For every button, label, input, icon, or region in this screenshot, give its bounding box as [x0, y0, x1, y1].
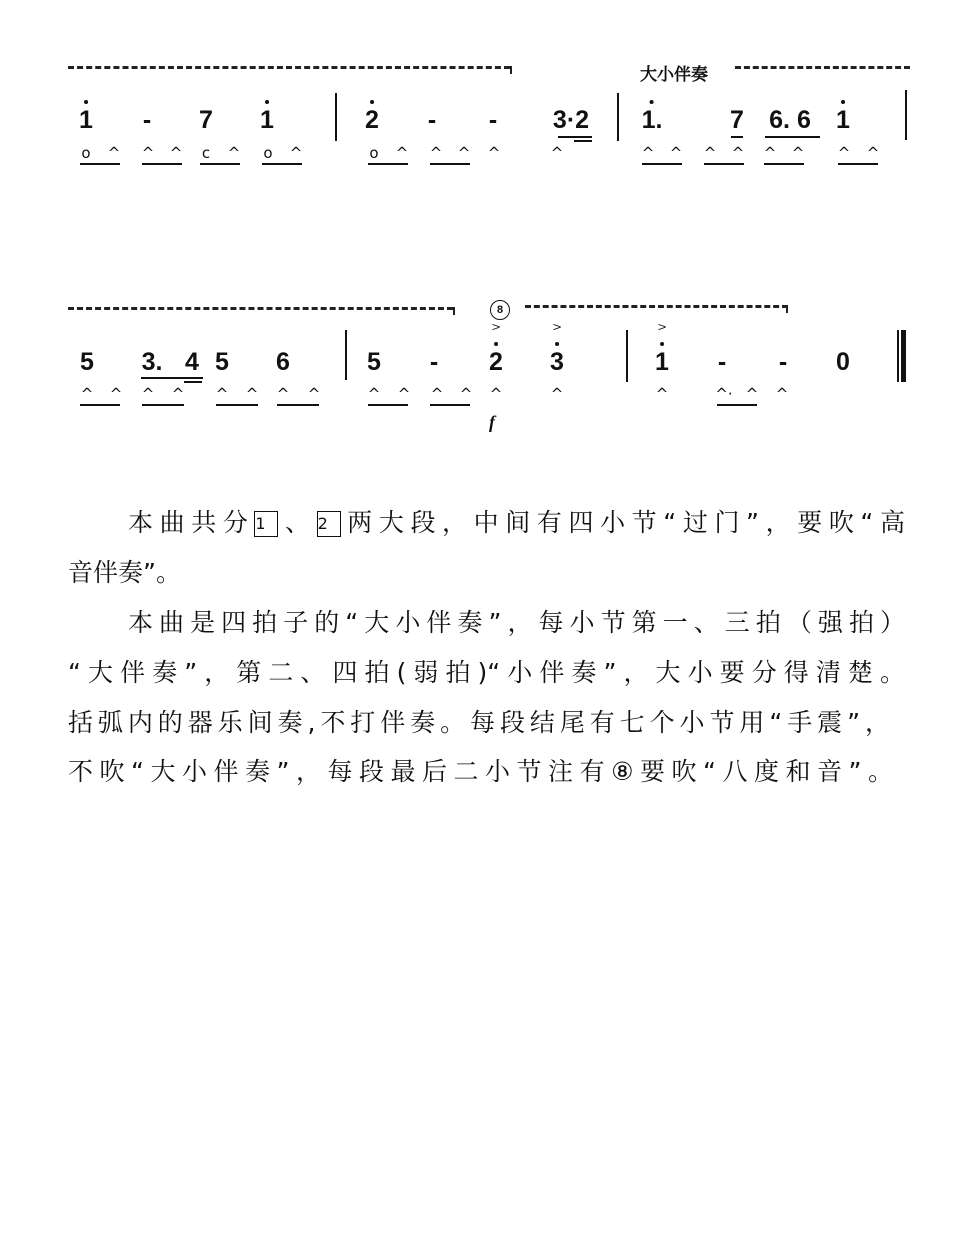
note: 2 — [365, 106, 379, 134]
note: 1 — [836, 106, 850, 134]
accomp-mark: ^ — [703, 144, 717, 162]
note: 4 — [185, 348, 199, 376]
note: 2 > — [489, 350, 503, 375]
note: 6. 6 — [769, 106, 811, 134]
accompaniment-dashed-line — [735, 66, 910, 69]
text-run: 、 — [278, 508, 317, 537]
barline — [617, 93, 619, 141]
accomp-mark: ^ — [655, 385, 669, 403]
barline — [626, 330, 628, 382]
beat-underline — [717, 404, 757, 406]
accomp-mark: ^ — [791, 144, 805, 162]
paragraph-line: 音伴奏”。 — [68, 558, 181, 587]
note: 1 > — [655, 350, 669, 375]
accompaniment-dashed-line — [68, 66, 510, 69]
beat-underline — [368, 163, 408, 165]
beat-underline — [262, 163, 302, 165]
accomp-mark: ^ — [837, 144, 851, 162]
accomp-mark: ^ — [80, 385, 94, 403]
underline — [558, 136, 592, 138]
note: 5 — [80, 348, 94, 376]
underline — [731, 136, 743, 138]
paragraph-line: 不吹“大小伴奏”，每段最后二小节注有⑧要吹“八度和音”。 — [68, 757, 893, 786]
note: - — [778, 348, 788, 376]
accomp-mark: ^ — [489, 385, 503, 403]
dynamic-forte: f — [489, 412, 495, 432]
paragraph-line: 本曲是四拍子的“大小伴奏”，每小节第一、三拍（强拍） — [128, 608, 905, 637]
dashed-line-end — [453, 307, 455, 315]
accomp-mark: ^ — [227, 144, 241, 162]
accomp-mark: c — [201, 144, 211, 162]
dashed-line-end — [786, 305, 788, 313]
beat-underline — [704, 163, 744, 165]
note: 0 — [836, 348, 850, 376]
beat-underline — [142, 404, 184, 406]
accomp-mark: ^ — [367, 385, 381, 403]
beat-underline — [368, 404, 408, 406]
accomp-mark: ^ — [763, 144, 777, 162]
barline — [335, 93, 337, 141]
note: 3 > — [550, 350, 564, 375]
accomp-mark: ^ — [775, 385, 789, 403]
beat-underline — [80, 404, 120, 406]
accomp-mark: ^ — [169, 144, 183, 162]
paragraph-line — [128, 508, 905, 538]
text-run: 本曲共分 — [128, 508, 255, 537]
accomp-mark: ^ — [171, 385, 185, 403]
accomp-mark: ^ — [215, 385, 229, 403]
dashed-line-end — [510, 66, 512, 74]
beat-underline — [430, 404, 470, 406]
accomp-mark: ^ — [457, 144, 471, 162]
note: - — [488, 106, 498, 134]
note: 1 — [260, 106, 274, 134]
accomp-mark: ^ — [107, 144, 121, 162]
accomp-mark: ^ — [550, 385, 564, 403]
accomp-mark: ^ — [745, 385, 759, 403]
underline — [184, 381, 202, 383]
final-barline-thick — [901, 330, 906, 382]
note: - — [427, 106, 437, 134]
accomp-mark: ^ — [866, 144, 880, 162]
section-label: 大小伴奏 — [640, 65, 708, 85]
underline — [765, 136, 820, 138]
accomp-mark: o — [369, 144, 379, 162]
accomp-mark: o — [81, 144, 91, 162]
beat-underline — [838, 163, 878, 165]
accomp-mark: ^ — [141, 144, 155, 162]
note: 7 — [199, 106, 213, 134]
note: 3·2 — [552, 106, 590, 134]
octave-mark: 8 — [490, 300, 510, 320]
barline — [345, 330, 347, 380]
note: 1. — [641, 106, 663, 134]
note: - — [717, 348, 727, 376]
underline — [141, 377, 203, 379]
accomp-mark: ^ — [430, 385, 444, 403]
paragraph-line: 括弧内的器乐间奏,不打伴奏。每段结尾有七个小节用“手震”， — [68, 708, 890, 737]
accompaniment-dashed-line — [525, 305, 788, 308]
beat-underline — [764, 163, 804, 165]
accomp-mark: o — [263, 144, 273, 162]
paragraph-line: “大伴奏”，第二、四拍(弱拍)“小伴奏”，大小要分得清楚。 — [68, 658, 905, 687]
accomp-mark: ^ — [550, 144, 564, 162]
accomp-mark: ^ — [109, 385, 123, 403]
beat-underline — [142, 163, 182, 165]
accomp-mark: ^ — [487, 144, 501, 162]
accomp-mark: ^ — [731, 144, 745, 162]
accomp-mark: ^ — [276, 385, 290, 403]
note: 7 — [730, 106, 744, 134]
accomp-mark: ^ — [641, 144, 655, 162]
accomp-mark: ^· — [715, 385, 733, 403]
accompaniment-dashed-line — [68, 307, 453, 310]
note: 5 — [367, 348, 381, 376]
note: 6 — [276, 348, 290, 376]
accomp-mark: ^ — [459, 385, 473, 403]
note: 5 — [215, 348, 229, 376]
accomp-mark: ^ — [307, 385, 321, 403]
note: - — [142, 106, 152, 134]
final-barline-thin — [897, 330, 899, 382]
note: 3. — [141, 348, 163, 376]
beat-underline — [80, 163, 120, 165]
note: - — [429, 348, 439, 376]
beat-underline — [216, 404, 258, 406]
accomp-mark: ^ — [669, 144, 683, 162]
accomp-mark: ^ — [429, 144, 443, 162]
section-number-box: 2 — [317, 511, 341, 537]
accomp-mark: ^ — [289, 144, 303, 162]
beat-underline — [200, 163, 240, 165]
beat-underline — [642, 163, 682, 165]
beat-underline — [430, 163, 470, 165]
accomp-mark: ^ — [141, 385, 155, 403]
accomp-mark: ^ — [245, 385, 259, 403]
barline — [905, 90, 907, 140]
note: 1 — [79, 106, 93, 134]
section-number-box: 1 — [254, 511, 278, 537]
underline — [574, 140, 592, 142]
accomp-mark: ^ — [395, 144, 409, 162]
text-run: 两大段，中间有四小节“过门”，要吹“高 — [340, 508, 905, 537]
accomp-mark: ^ — [397, 385, 411, 403]
beat-underline — [277, 404, 319, 406]
